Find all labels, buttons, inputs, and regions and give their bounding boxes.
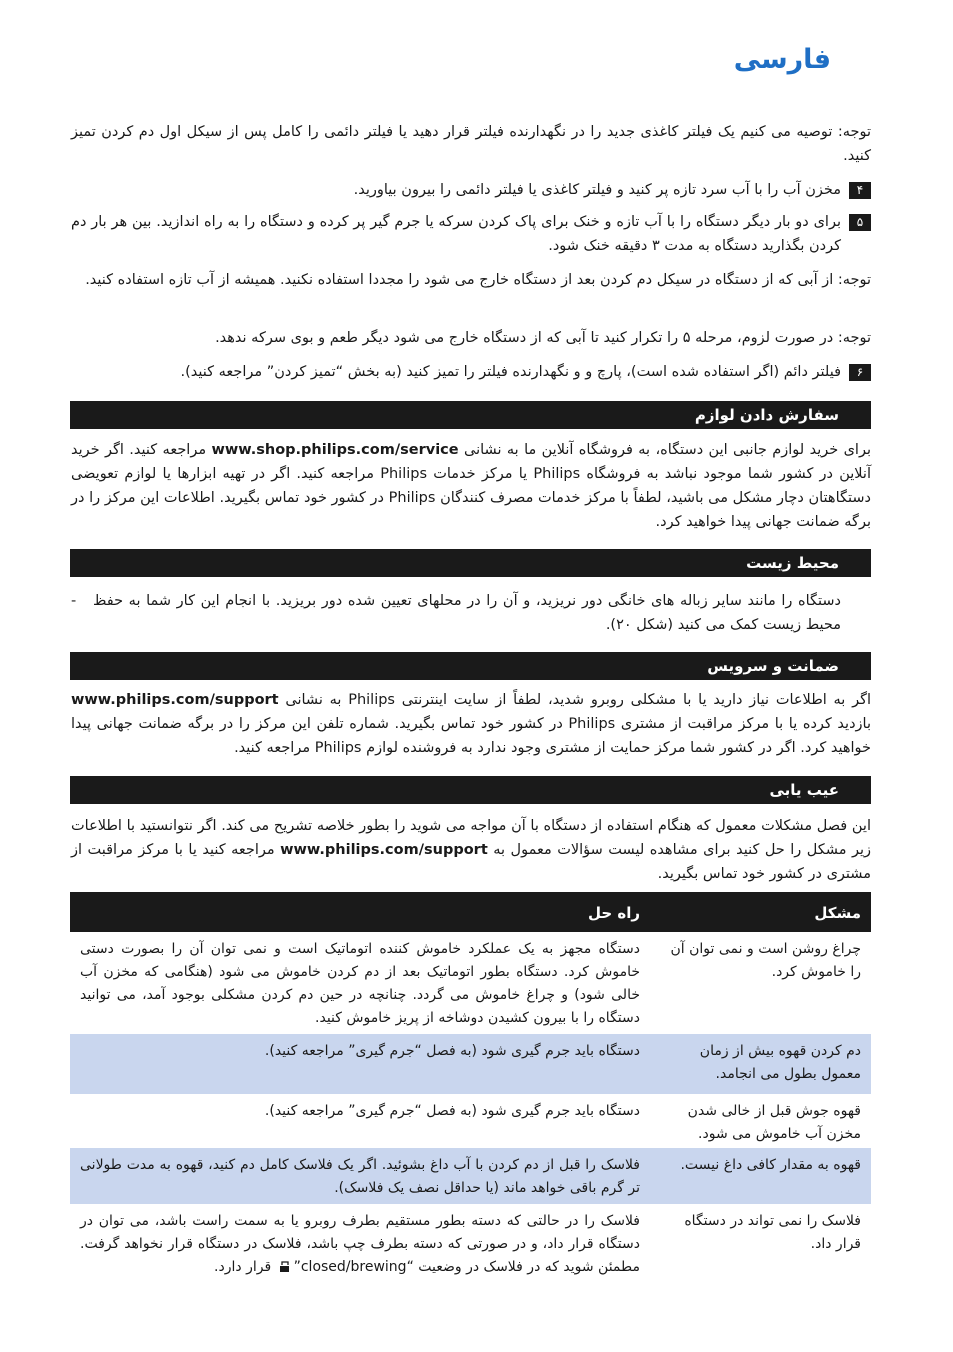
step-text: مخزن آب را با آب سرد تازه پر کنید و فیلتر کاغذی یا فیلتر دائمی را بیرون بیاورید. [353,182,841,198]
support-url-link[interactable]: www.philips.com/support [280,842,488,858]
table-row [70,1148,871,1204]
problem-cell: چراغ روشن است و نمی توان آن را خاموش کرد. [670,941,861,980]
guarantee-paragraph: اگر به اطلاعات نیاز دارید یا با مشکلی روبرو شدید، لطفاً از سایت اینترنتی Philips به نشانی www.philips.com/support بازدید کرده یا با مرکز مراقبت از مشتری Philips در کشور خود تماس بگیرید. شماره تلفن این مرکز را در برگه ضمانت جهانی پیدا خواهید کرد. اگر در کشور شما مرکز حمایت از مشتری وجود ندارد به فروشنده لوازم Philips مراجعه کنید. [71,692,871,756]
table-row [70,932,871,1034]
problem-cell: قهوه جوش قبل از خالی شدن مخزن آب خاموش می شود. [687,1103,861,1142]
step-number: ۴ [849,182,871,199]
note-fresh-filter: توجه: توصیه می کنیم یک فیلتر کاغذی جدید را در نگهدارنده فیلتر قرار دهید یا فیلتر دائمی را کامل پس از سیکل اول دم کردن تمیز کنید. [71,124,871,164]
section-header-guarantee: ضمانت و سرویس [70,652,871,680]
step-number: ۵ [849,214,871,231]
problem-cell: قهوه به مقدار کافی داغ نیست. [680,1157,861,1173]
note-repeat-step: توجه: در صورت لزوم، مرحله ۵ را تکرار کنید تا آبی که از دستگاه خارج می شود دیگر طعم و بوی سرکه ندهد. [215,330,871,346]
step-text: برای دو بار دیگر دستگاه را با آب تازه و خنک برای پاک کردن سرکه یا جرم گیر پر کرده و دستگاه را به راه اندازید. بین هر بار دم کردن بگذارید دستگاه به مدت ۳ دقیقه خنک شود. [71,214,841,254]
support-url-link[interactable]: www.philips.com/support [71,692,279,708]
step-4 [71,178,871,202]
note-reuse-water: توجه: از آبی که از دستگاه در سیکل دم کردن بعد از دستگاه خارج می شود را مجددا استفاده نکنید. همیشه از آب تازه استفاده کنید. [85,272,871,288]
troubleshooting-paragraph: این فصل مشکلات معمول که هنگام استفاده از دستگاه با آن مواجه می شوید را بطور خلاصه تشریح می کند. اگر نتوانستید با اطلاعات زیر مشکل را حل کنید برای مشاهده لیست سؤالات معمول به www.philips.com/support مراجعه کنید یا با مرکز مراقبت از مشتری در کشور خود تماس بگیرید. [71,818,871,882]
ordering-paragraph: برای خرید لوازم جانبی این دستگاه، به فروشگاه آنلاین ما به نشانی www.shop.philips.com/service مراجعه کنید. اگر خرید آنلاین در کشور شما موجود نباشد به فروشگاه Philips یا مرکز خدمات Philips مراجعه کنید. اگر در تهیه ابزارها یا لوازم تعویضی دستگاهتان دچار مشکل می باشید، لطفاً با مرکز خدمات مصرف کنندگان Philips در کشور خود تماس بگیرید. اطلاعات این مرکز را در برگه ضمانت جهانی پیدا خواهید کرد. [71,442,871,530]
problem-cell: دم کردن قهوه بیش از زمان معمول بطول می انجامد. [699,1043,861,1082]
solution-cell: دستگاه باید جرم گیری شود (به فصل “جرم گیری” مراجعه کنید). [264,1043,640,1059]
step-text: فیلتر دائم (اگر استفاده شده است)، پارچ و و نگهدارنده فیلتر را تمیز کنید (به بخش “تمیز کردن” مراجعه کنید). [180,364,841,380]
shop-url-link[interactable]: www.shop.philips.com/service [211,442,459,458]
solution-cell: فلاسک را در حالتی که دسته بطور مستقیم بطرف روبرو یا به سمت راست باشد، می توان در دستگاه قرار داد، و در صورتی که دسته بطرف چپ باشد، فلاسک در دستگاه قرار نخواهد گرفت. مطمئن شوید که در فلاسک در وضعیت “closed/brewing” قرار دارد. [80,1213,640,1275]
language-title: فارسی [733,44,831,75]
section-header-ordering: سفارش دادن لوازم [70,401,871,429]
section-header-troubleshooting: عیب یابی [70,776,871,804]
problem-cell: فلاسک را نمی تواند در دستگاه قرار داد. [684,1213,861,1252]
solution-cell: دستگاه مجهز به یک عملکرد خاموش کننده اتوماتیک است و نمی توان آن را بصورت دستی خاموش کرد. دستگاه بطور اتوماتیک بعد از دم کردن خاموش می شود (هنگامی که مخزن آب خالی شود) و چراغ خاموش می گردد. چنانچه در حین دم کردن مشکلی بوجود آمد، می توانید دستگاه را با بیرون کشیدن دوشاخه از پریز خاموش کنید. [80,941,640,1026]
jug-icon [279,1261,291,1273]
table-row [70,1034,871,1094]
solution-cell: دستگاه باید جرم گیری شود (به فصل “جرم گیری” مراجعه کنید). [264,1103,640,1119]
step-5 [71,210,871,258]
solution-cell: فلاسک را قبل از دم کردن با آب داغ بشوئید. اگر یک فلاسک کامل دم کنید، قهوه به مدت طولانی تر گرم باقی خواهد ماند (یا حداقل نصف یک فلاسک). [80,1157,640,1196]
table-row [70,1094,871,1148]
bullet-text: دستگاه را مانند سایر زباله های خانگی دور نریزید، و آن را در محلهای تعیین شده دور بریزید. با انجام این کار شما به حفظ محیط زیست کمک می کنید (شکل ۲۰). [93,593,841,633]
table-row [70,1204,871,1288]
table-header [70,892,871,932]
environment-bullet [71,589,871,637]
header-solution: راه حل [587,904,640,922]
bullet-dash: - [71,593,77,609]
header-problem: مشکل [814,904,861,922]
section-header-environment: محیط زیست [70,549,871,577]
step-number: ۶ [849,364,871,381]
step-6 [71,360,871,384]
